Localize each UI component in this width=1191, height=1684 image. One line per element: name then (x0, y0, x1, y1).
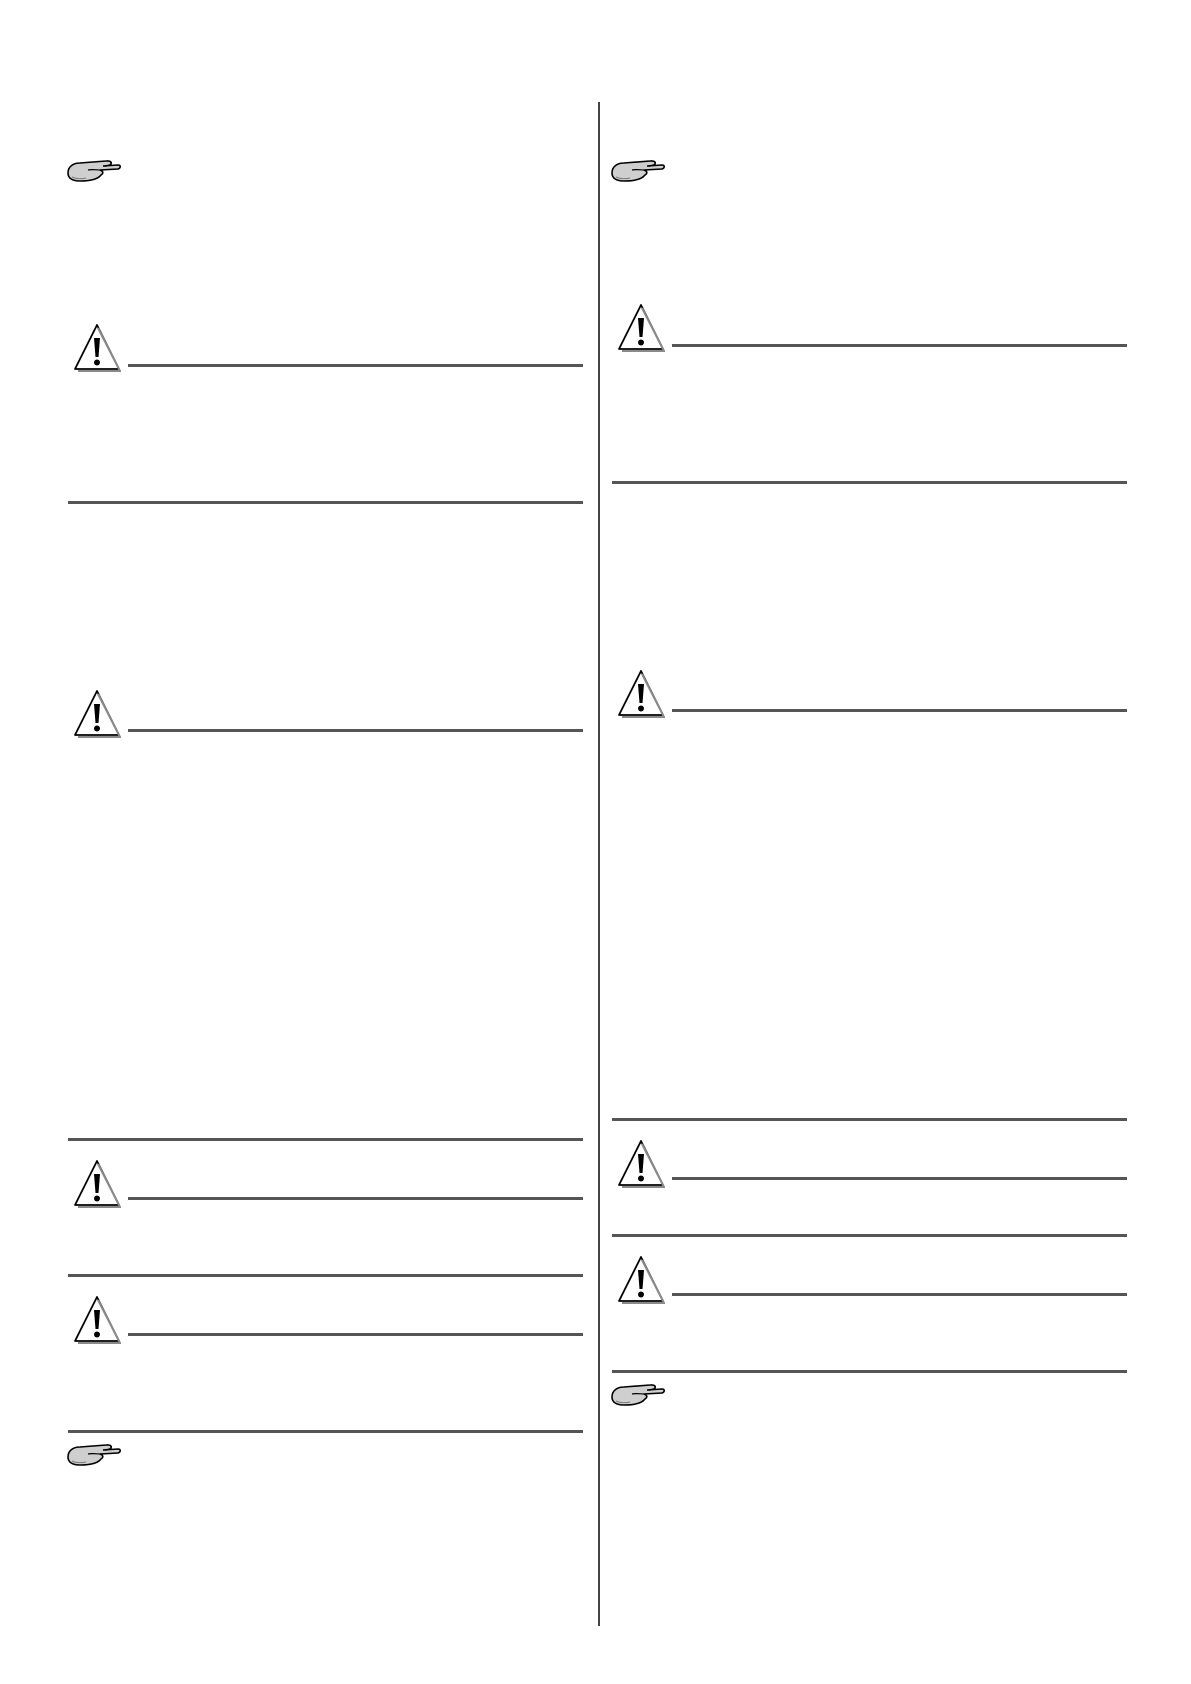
warning-triangle-icon (73, 688, 121, 740)
section-divider (68, 1138, 583, 1141)
warning-rule (128, 1333, 583, 1336)
section-divider (68, 501, 583, 504)
warning-triangle-icon (617, 668, 665, 720)
warning-triangle-icon (617, 302, 665, 354)
section-divider (612, 481, 1127, 484)
column-divider (598, 102, 600, 1626)
warning-rule (672, 344, 1127, 347)
warning-rule (672, 1177, 1127, 1180)
pointing-hand-icon (66, 157, 122, 183)
warning-rule (128, 729, 583, 732)
warning-triangle-icon (73, 322, 121, 374)
section-divider (68, 1274, 583, 1277)
pointing-hand-icon (610, 1381, 666, 1407)
pointing-hand-icon (66, 1441, 122, 1467)
warning-rule (672, 709, 1127, 712)
warning-triangle-icon (73, 1158, 121, 1210)
section-divider (68, 1430, 583, 1433)
section-divider (612, 1234, 1127, 1237)
warning-triangle-icon (617, 1254, 665, 1306)
warning-triangle-icon (73, 1294, 121, 1346)
warning-rule (672, 1293, 1127, 1296)
pointing-hand-icon (610, 157, 666, 183)
warning-rule (128, 1197, 583, 1200)
section-divider (612, 1118, 1127, 1121)
warning-triangle-icon (617, 1138, 665, 1190)
warning-rule (128, 364, 583, 367)
section-divider (612, 1370, 1127, 1373)
